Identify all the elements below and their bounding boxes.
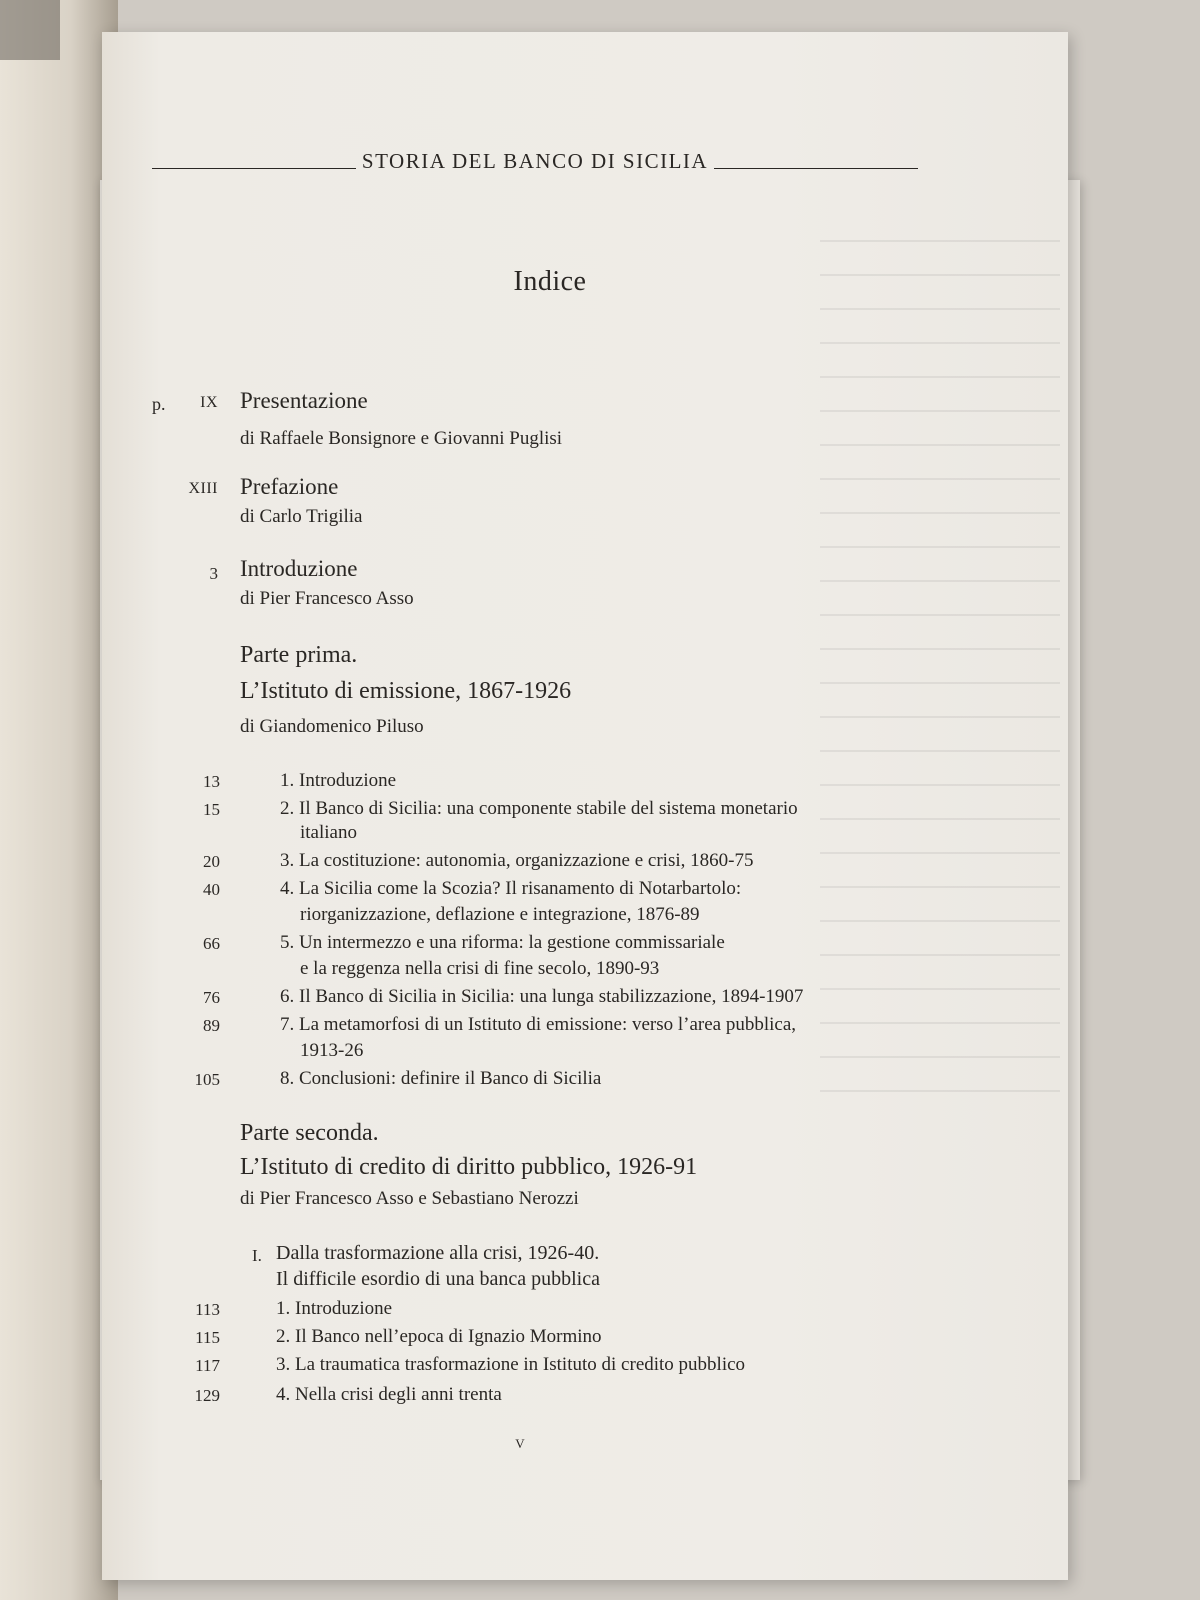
toc-entry-presentazione: Presentazione (240, 388, 368, 413)
header-rule-left (152, 168, 356, 169)
toc-byline: di Carlo Trigilia (240, 506, 363, 527)
toc-entry-introduzione: Introduzione (240, 556, 358, 581)
background-shadow (0, 0, 60, 60)
section-page-number: 76 (203, 988, 220, 1007)
section-title: 1. Introduzione (276, 1298, 393, 1319)
part-one-byline: di Giandomenico Piluso (240, 716, 424, 737)
part-one-label: Parte prima. (240, 642, 358, 668)
part-two-byline: di Pier Francesco Asso e Sebastiano Nerozzi (240, 1188, 579, 1209)
part-two-title: L’Istituto di credito di diritto pubblico, 1926-91 (240, 1154, 698, 1180)
section-title: 2. Il Banco di Sicilia: una componente stabile del sistema monetario (280, 798, 798, 819)
section-page-number: 40 (203, 880, 220, 899)
section-title-continued: 1913-26 (300, 1040, 364, 1061)
page-folio: v (515, 1432, 525, 1452)
section-title: 3. La traumatica trasformazione in Istituto di credito pubblico (276, 1354, 746, 1375)
section-page-number: 89 (203, 1016, 220, 1035)
section-title: 5. Un intermezzo e una riforma: la gestione commissariale (280, 932, 725, 953)
section-title: 7. La metamorfosi di un Istituto di emissione: verso l’area pubblica, (280, 1014, 797, 1035)
section-title: 4. Nella crisi degli anni trenta (276, 1384, 502, 1405)
section-title-continued: e la reggenza nella crisi di fine secolo, 1890-93 (300, 958, 660, 979)
running-header (152, 142, 918, 172)
part-two-label: Parte seconda. (240, 1120, 379, 1146)
section-title: 6. Il Banco di Sicilia in Sicilia: una lunga stabilizzazione, 1894-1907 (280, 986, 804, 1007)
section-title: 1. Introduzione (280, 770, 397, 791)
page-prefix: p. (152, 394, 166, 414)
section-title: 4. La Sicilia come la Scozia? Il risanamento di Notarbartolo: (280, 878, 742, 899)
chapter-subtitle: Il difficile esordio di una banca pubblica (276, 1268, 600, 1290)
toc-page-number: 3 (209, 564, 218, 583)
toc-byline: di Pier Francesco Asso (240, 588, 414, 609)
section-page-number: 129 (194, 1386, 220, 1405)
section-page-number: 20 (203, 852, 220, 871)
header-rule-right (714, 168, 918, 169)
section-title: 8. Conclusioni: definire il Banco di Sicilia (280, 1068, 602, 1089)
toc-page-number: IX (200, 394, 218, 411)
section-page-number: 66 (203, 934, 220, 953)
section-title-continued: riorganizzazione, deflazione e integrazione, 1876-89 (300, 904, 700, 925)
toc-page-number: XIII (188, 480, 218, 497)
toc-entry-prefazione: Prefazione (240, 474, 339, 499)
section-page-number: 105 (194, 1070, 220, 1089)
section-page-number: 13 (203, 772, 220, 791)
section-page-number: 117 (195, 1356, 220, 1375)
bleed-through-text (820, 220, 1060, 1120)
section-title-continued: italiano (300, 822, 357, 843)
section-page-number: 113 (195, 1300, 220, 1319)
toc-byline: di Raffaele Bonsignore e Giovanni Puglisi (240, 428, 563, 449)
section-page-number: 115 (195, 1328, 220, 1347)
section-title: 3. La costituzione: autonomia, organizzazione e crisi, 1860-75 (280, 850, 754, 871)
chapter-title: Dalla trasformazione alla crisi, 1926-40. (276, 1242, 600, 1264)
section-page-number: 15 (203, 800, 220, 819)
running-header-title: STORIA DEL BANCO DI SICILIA (361, 149, 709, 173)
page-title: Indice (513, 266, 587, 297)
section-title: 2. Il Banco nell’epoca di Ignazio Mormino (276, 1326, 602, 1347)
part-one-title: L’Istituto di emissione, 1867-1926 (240, 678, 572, 704)
chapter-numeral: I. (252, 1246, 262, 1265)
